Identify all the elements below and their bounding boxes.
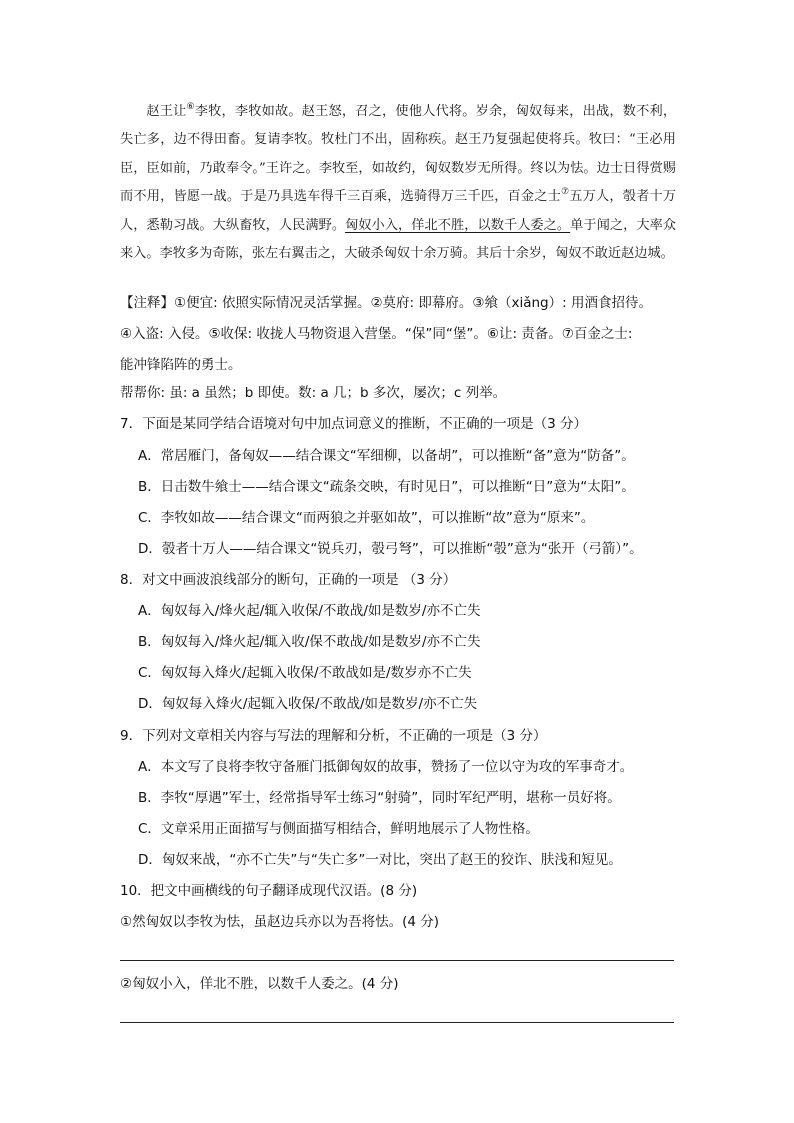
question-10-stem: 10．把文中画横线的句子翻译成现代汉语。(8 分) [120,883,418,899]
question-9-option-a: A．本文写了良将李牧守备雁门抵御匈奴的故事，赞扬了一位以守为攻的军事奇才。 [138,759,634,775]
question-10-sentence-2: ②匈奴小入，佯北不胜，以数千人委之。(4 分) [120,976,399,992]
question-8-stem: 8．对文中画波浪线部分的断句，正确的一项是 （3 分） [120,572,457,588]
question-8-option-d: D．匈奴每入烽火/起辄入收保/不敢战/如是数岁/亦不亡失 [138,696,478,712]
question-9-option-d: D．匈奴来战，“亦不亡失”与“失亡多”一对比，突出了赵王的狡诈、肤浅和短见。 [138,852,622,868]
underlined-sentence: 匈奴小入，佯北不胜，以数千人委之。 [345,217,571,233]
passage-paragraph [120,98,676,268]
question-8-option-a: A．匈奴每入/烽火起/辄入收保/不敢战/如是数岁/亦不亡失 [138,603,481,619]
annotation-line: 【注释】①便宜: 依照实际情况灵活掌握。②莫府: 即幕府。③飨（xiǎng）: 用酒食招待。 [120,295,652,311]
question-9-option-c: C．文章采用正面描写与侧面描写相结合，鲜明地展示了人物性格。 [138,821,539,837]
answer-line-2[interactable] [120,1022,674,1023]
footnote-marker: ⑥ [186,102,195,112]
passage-text: 李牧，李牧如故。赵王怒，召之，使他人代将。岁余，匈奴每来，出战，数不利，失亡多，边不得田畜。复请李牧。牧杜门不出，固称疾。赵王乃复强起使将兵。牧曰：“王必用臣，臣如前，乃敢奉令。”王许之。李牧至，如故约，匈奴数岁无所得。终以为怯。边士日得赏赐而不用，皆愿一战。于是乃具选车得千三百乘，选骑得万三千匹，百金之士 [120,104,677,205]
question-7-stem: 7．下面是某同学结合语境对句中加点词意义的推断，不正确的一项是（3 分） [120,416,587,432]
passage-text: 单于闻之，大率众来入。李牧多为奇陈，张左右翼击之，大破杀匈奴十余万骑。其后十余岁，匈奴不敢近赵边城。 [120,217,677,262]
annotation-line: ④入盗: 入侵。⑤收保: 收拢人马物资退入营堡。“保”同“堡”。⑥让: 责备。⑦百金之士: [120,326,633,342]
question-9-stem: 9．下列对文章相关内容与写法的理解和分析，不正确的一项是（3 分） [120,728,547,744]
question-7-option-d: D．彀者十万人——结合课文“锐兵刃，彀弓弩”，可以推断“彀”意为“张开（弓箭）”。 [138,541,643,557]
classical-passage [120,98,676,268]
passage-text: 赵王让 [146,104,187,119]
passage-text: 五万人，彀者十万人，悉勒习战。大纵畜牧，人民满野。 [120,189,677,233]
annotations [120,288,680,381]
answer-line-1[interactable] [120,960,674,961]
question-7-option-b: B．日击数牛飨士——结合课文“疏条交映，有时见日”，可以推断“日”意为“太阳”。 [138,479,635,495]
question-9-option-b: B．李牧“厚遇”军士，经常指导军士练习“射骑”，同时军纪严明，堪称一员好将。 [138,790,621,806]
question-8-option-c: C．匈奴每入烽火/起辄入收保/不敢战如是/数岁亦不亡失 [138,665,472,681]
footnote-marker: ⑦ [561,187,570,198]
question-7-option-c: C．李牧如故——结合课文“而两狼之并驱如故”，可以推断“故”意为“原来”。 [138,510,595,526]
help-note: 帮帮你: 虽: a 虽然；b 即使。数: a 几；b 多次，屡次；c 列举。 [120,385,507,401]
question-7-option-a: A．常居雁门，备匈奴——结合课文“军细柳，以备胡”，可以推断“备”意为“防备”。 [138,448,635,464]
question-8-option-b: B．匈奴每入/烽火起/辄入收/保不敢战/如是数岁/亦不亡失 [138,634,481,650]
question-10-sentence-1: ①然匈奴以李牧为怯，虽赵边兵亦以为吾将怯。(4 分) [120,914,440,930]
annotation-line: 能冲锋陷阵的勇士。 [120,357,242,373]
